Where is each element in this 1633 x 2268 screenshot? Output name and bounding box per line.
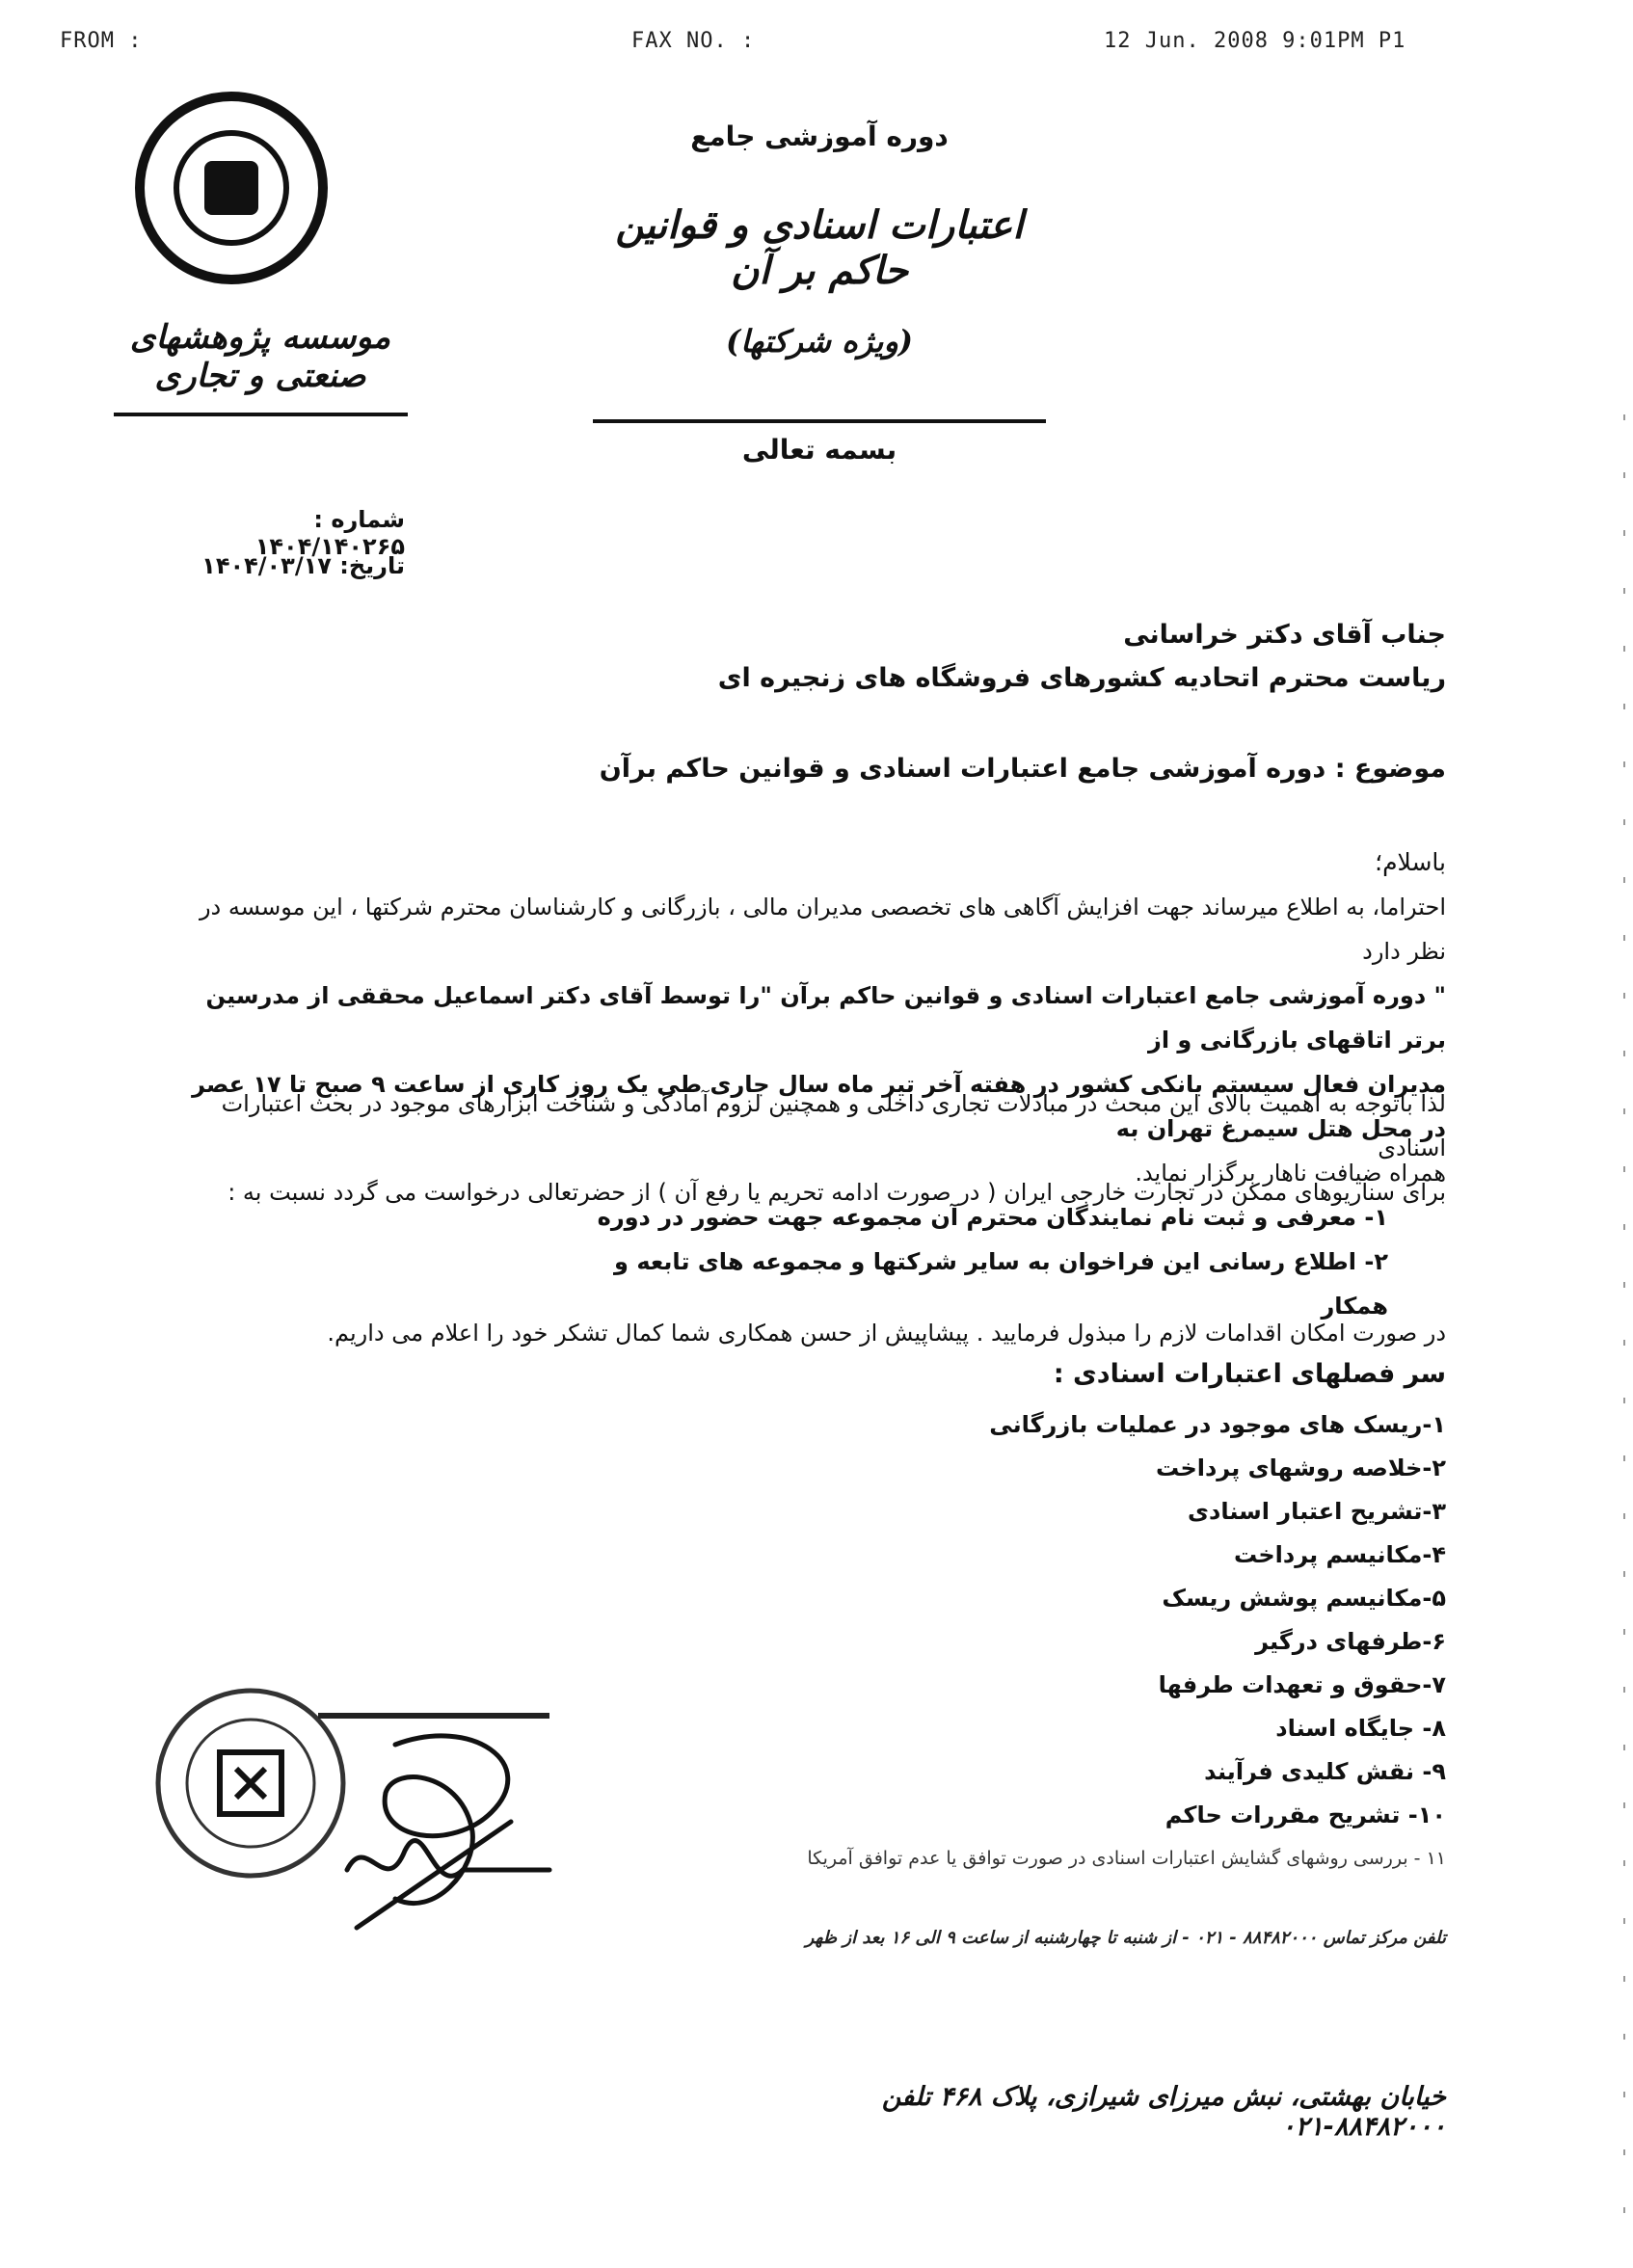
paragraph-line: مدیران فعال سیستم بانکی کشور در هفته آخر تیر ماه سال جاری طی یک روز کاری از ساعت ۹ صبح تا ۱۷ عصر در محل هتل سیمرغ تهران به [192, 1071, 1446, 1142]
fax-number-label: FAX NO. : [631, 29, 756, 53]
letter-subject: موضوع : دوره آموزشی جامع اعتبارات اسنادی و قوانین حاکم برآن [599, 754, 1446, 784]
topic-item: ۹- نقش کلیدی فرآیند [1204, 1758, 1446, 1785]
institute-logo [135, 92, 328, 284]
closing-line: در صورت امکان اقدامات لازم را مبذول فرمایید . پیشاپیش از حسن همکاری شما کمال تشکر خود را اعلام می داریم. [327, 1320, 1446, 1347]
scan-edge-marks [1623, 414, 1625, 2246]
title-underline [593, 419, 1046, 423]
request-item: ۲- اطلاع رسانی این فراخوان به سایر شرکتها و مجموعه های تابعه و همکار [614, 1248, 1388, 1320]
stamp-seal [158, 1691, 343, 1876]
fax-from-label: FROM : [60, 29, 143, 53]
paragraph-line: لذا باتوجه به اهمیت بالای این مبحث در مبادلات تجاری داخلی و همچنین لزوم آمادگی و شناخت ابزارهای موجود در بحث اعتبارات اسنادی [221, 1090, 1446, 1161]
topic-item: ۸- جایگاه اسناد [1275, 1715, 1446, 1742]
topics-list [598, 1403, 1446, 1837]
topic-item: ۱-ریسک های موجود در عملیات بازرگانی [989, 1411, 1446, 1438]
topic-item: ۷-حقوق و تعهدات طرفها [1158, 1671, 1446, 1698]
request-item: ۱- معرفی و ثبت نام نمایندگان محترم آن مجموعه جهت حضور در دوره [597, 1204, 1388, 1231]
signature [347, 1736, 549, 1928]
date-value: ۱۴۰۴/۰۳/۱۷ [201, 552, 332, 579]
topic-item: ۶-طرفهای درگیر [1255, 1628, 1446, 1655]
paragraph-line: برای سناریوهای ممکن در تجارت خارجی ایران ( در صورت ادامه تحریم یا رفع آن ) از حضرتعالی درخواست می گردد نسبت به : [228, 1179, 1446, 1206]
topics-heading: سر فصلهای اعتبارات اسنادی : [1053, 1359, 1446, 1389]
course-note: (ویژه شرکتها) [725, 323, 914, 360]
paragraph-line: احتراما، به اطلاع میرساند جهت افزایش آگاهی های تخصصی مدیران مالی ، بازرگانی و کارشناسان محترم شرکتها ، این موسسه در نظر دارد [199, 894, 1446, 965]
invocation: بسمه تعالی [741, 434, 897, 466]
topic-item: ۵-مکانیسم پوشش ریسک [1162, 1585, 1446, 1612]
recipient-name: جناب آقای دکتر خراسانی [1123, 620, 1446, 650]
institute-name: موسسه پژوهشهای صنعتی و تجاری [129, 318, 391, 395]
greeting: باسلام؛ [1375, 848, 1446, 876]
request-list [578, 1195, 1388, 1328]
topic-item: ۱۰- تشریح مقررات حاکم [1165, 1801, 1446, 1828]
number-value: ۱۴۰۴/۱۴۰۲۶۵ [254, 533, 405, 560]
number-label: شماره : [313, 506, 405, 533]
topic-item: ۲-خلاصه روشهای پرداخت [1156, 1454, 1446, 1481]
logo-underline [114, 413, 408, 416]
fax-datetime: 12 Jun. 2008 9:01PM P1 [1104, 29, 1406, 53]
footer-address: خیابان بهشتی، نبش میرزای شیرازی، پلاک ۴۶۸ تلفن ۸۸۴۸۲۰۰۰-۰۲۱ [881, 2082, 1446, 2142]
topic-item: ۳-تشریح اعتبار اسنادی [1188, 1498, 1446, 1525]
official-stamp-and-signature [145, 1677, 646, 1966]
date-label: تاریخ: [339, 552, 405, 579]
paragraph-line: همراه ضیافت ناهار برگزار نماید. [1135, 1160, 1446, 1187]
topic-item-partial: ۱۱ - بررسی روشهای گشایش اعتبارات اسنادی در صورت توافق یا عدم توافق آمریکا [807, 1848, 1446, 1869]
letter-date [183, 552, 405, 579]
recipient-title: ریاست محترم اتحادیه کشورهای فروشگاه های زنجیره ای [717, 663, 1446, 693]
course-title: دوره آموزشی جامع [690, 120, 949, 152]
course-subtitle: اعتبارات اسنادی و قوانین حاکم بر آن [615, 202, 1024, 293]
paragraph-line: " دوره آموزشی جامع اعتبارات اسنادی و قوانین حاکم برآن "را توسط آقای دکتر اسماعیل محققی از مدرسین برتر اتاقهای بازرگانی و از [205, 982, 1446, 1054]
contact-line: تلفن مرکز تماس ۸۸۴۸۲۰۰۰ - ۰۲۱ - از شنبه تا چهارشنبه از ساعت ۹ الی ۱۶ بعد از ظهر [805, 1928, 1446, 1948]
topic-item: ۴-مکانیسم پرداخت [1233, 1541, 1446, 1568]
